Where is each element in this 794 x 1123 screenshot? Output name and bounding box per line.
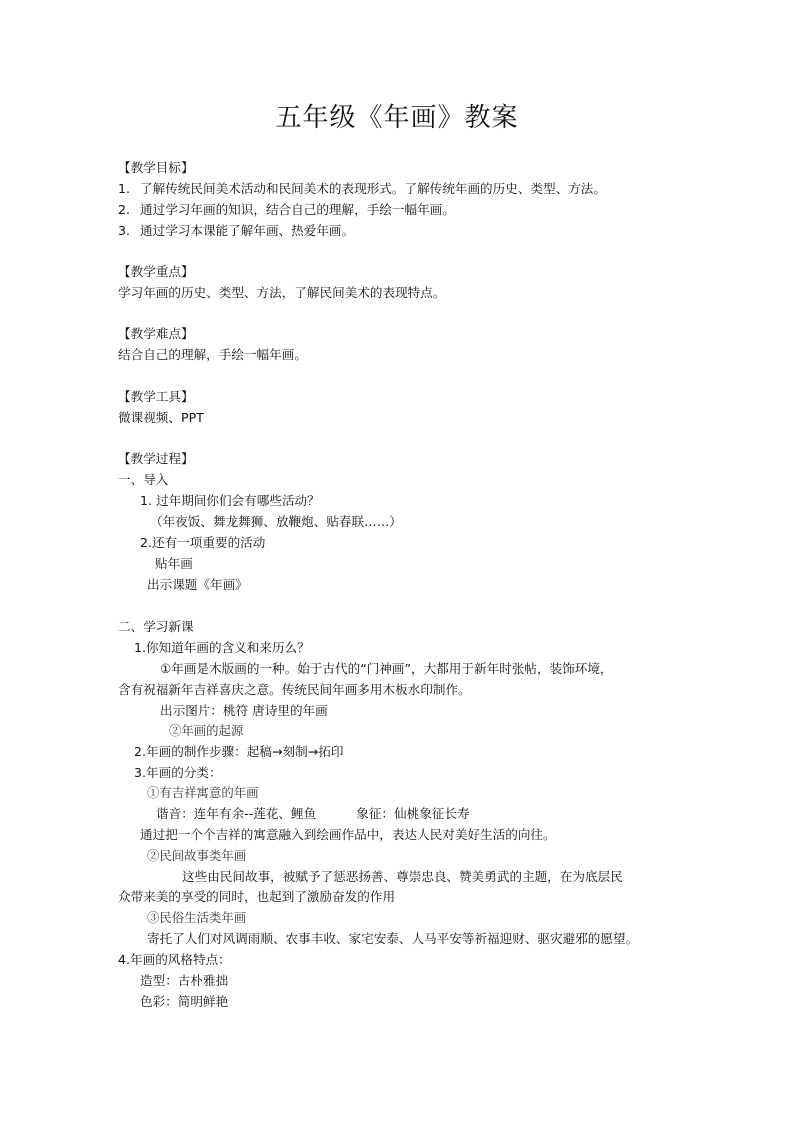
goal-text: 通过学习年画的知识，结合自己的理解，手绘一幅年画。 [140,202,455,217]
making-steps: 2.年画的制作步骤：起稿→刻制→拓印 [134,744,344,759]
key-points-text: 学习年画的历史、类型、方法，了解民间美术的表现特点。 [118,285,446,300]
goal-item-2 [118,200,455,220]
intro-question-2: 2.还有一项重要的活动 [140,535,266,550]
goal-text: 了解传统民间美术活动和民间美术的表现形式。了解传统年画的历史、类型、方法。 [140,181,606,196]
new-lesson-heading: 二、学习新课 [118,619,194,634]
type-2-line-1: 这些由民间故事，被赋予了惩恶扬善、尊崇忠良、赞美勇武的主题，在为底层民 [182,869,623,884]
new-lesson-question-1: 1.你知道年画的含义和来历么？ [134,640,310,655]
intro-answer-2: 贴年画 [155,556,193,571]
goal-item-1 [118,179,606,199]
tools-heading: 【教学工具】 [118,389,194,404]
type-1-description: 通过把一个个吉祥的寓意融入到绘画作品中，表达人民对美好生活的向往。 [140,827,556,842]
style-heading: 4.年画的风格特点： [118,952,231,967]
origin-subheading: ②年画的起源 [169,723,244,738]
process-heading: 【教学过程】 [118,451,194,466]
goal-text: 通过学习本课能了解年画、热爱年画。 [140,223,355,238]
key-points-heading: 【教学重点】 [118,264,194,279]
type-2-line-2: 众带来美的享受的同时，也起到了激励奋发的作用 [118,889,396,904]
goal-number: 3. [118,223,131,238]
style-shape: 造型：古朴雅拙 [140,973,229,988]
difficulties-text: 结合自己的理解，手绘一幅年画。 [118,347,307,362]
intro-heading: 一、导入 [118,472,169,487]
page-title: 五年级《年画》教案 [275,103,519,133]
type-1-example: 谐音：连年有余--莲花、鲤鱼 象征：仙桃象征长寿 [156,806,470,821]
goals-heading: 【教学目标】 [118,160,194,175]
show-pictures: 出示图片：桃符 唐诗里的年画 [160,703,328,718]
difficulties-heading: 【教学难点】 [118,326,194,341]
goal-number: 1. [118,181,131,196]
goal-number: 2. [118,202,131,217]
intro-answer-1: （年夜饭、舞龙舞狮、放鞭炮、贴春联……） [150,514,402,529]
intro-question-1: 1. 过年期间你们会有哪些活动？ [140,493,320,508]
type-1-heading: ①有吉祥寓意的年画 [147,785,259,800]
type-3-description: 寄托了人们对风调雨顺、农事丰收、家宅安泰、人马平安等祈福迎财、驱灾避邪的愿望。 [147,931,639,946]
tools-text: 微课视频、PPT [118,410,204,425]
type-2-heading: ②民间故事类年画 [147,848,247,863]
definition-line-1: ①年画是木版画的一种。始于古代的“门神画”，大都用于新年时张帖，装饰环境， [160,661,613,676]
definition-line-2: 含有祝福新年吉祥喜庆之意。传统民间年画多用木板水印制作。 [118,682,471,697]
type-3-heading: ③民俗生活类年画 [147,910,247,925]
types-heading: 3.年画的分类： [134,765,222,780]
intro-show-title: 出示课题《年画》 [147,577,248,592]
goal-item-3 [118,221,354,241]
style-color: 色彩：简明鲜艳 [140,994,229,1009]
